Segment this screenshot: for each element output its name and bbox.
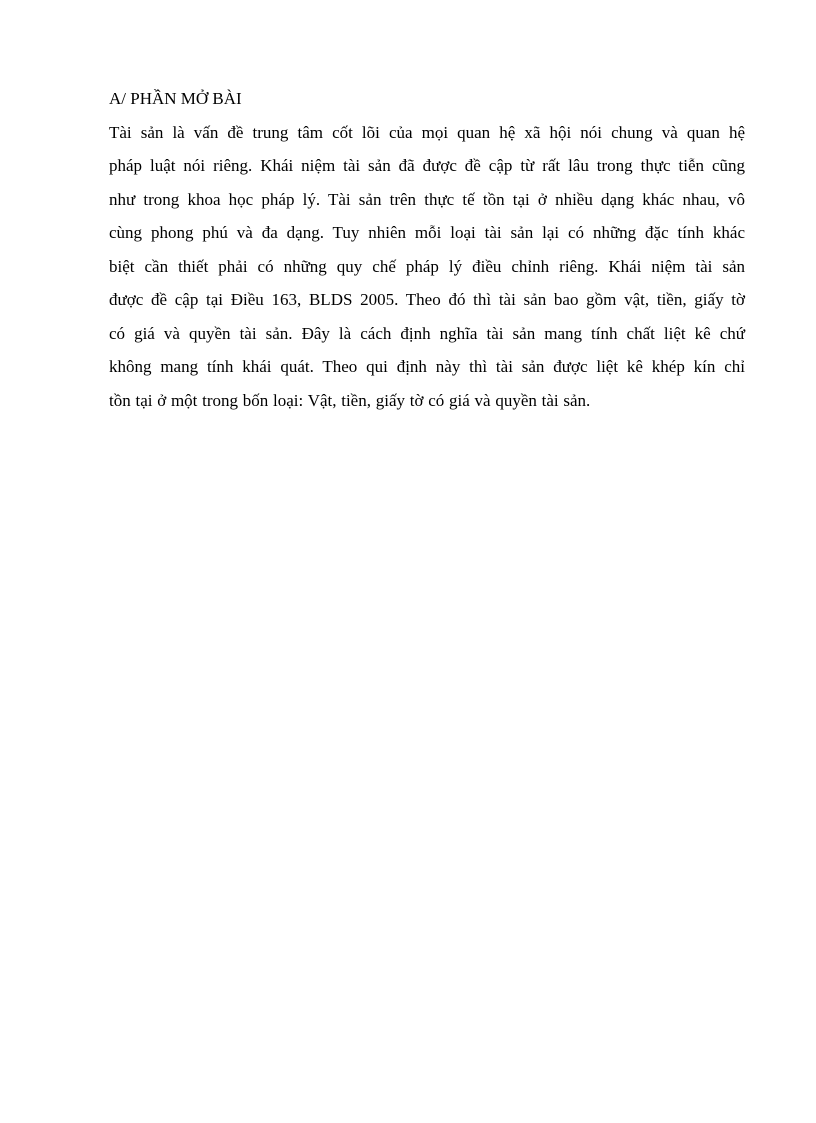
paragraph-line: pháp luật nói riêng. Khái niệm tài sản đã được đề cập từ rất lâu trong thực tiễn cũng bbox=[109, 156, 745, 175]
page-content bbox=[109, 82, 745, 417]
paragraph-line: có giá và quyền tài sản. Đây là cách định nghĩa tài sản mang tính chất liệt kê chứ bbox=[109, 323, 745, 343]
paragraph-line: cùng phong phú và đa dạng. Tuy nhiên mỗi loại tài sản lại có những đặc tính khác bbox=[109, 223, 745, 242]
paragraph-line: không mang tính khái quát. Theo qui định này thì tài sản được liệt kê khép kín chỉ bbox=[109, 357, 745, 376]
section-heading: A/ PHẦN MỞ BÀI bbox=[109, 89, 242, 108]
paragraph-line: được đề cập tại Điều 163, BLDS 2005. Theo đó thì tài sản bao gồm vật, tiền, giấy tờ bbox=[109, 290, 745, 309]
paragraph-line: Tài sản là vấn đề trung tâm cốt lõi của mọi quan hệ xã hội nói chung và quan hệ bbox=[109, 122, 745, 142]
body-paragraph bbox=[109, 116, 745, 418]
paragraph-line: như trong khoa học pháp lý. Tài sản trên thực tế tồn tại ở nhiều dạng khác nhau, vô bbox=[109, 189, 745, 209]
paragraph-line: tồn tại ở một trong bốn loại: Vật, tiền, giấy tờ có giá và quyền tài sản. bbox=[109, 390, 591, 410]
paragraph-line: biệt cần thiết phải có những quy chế pháp lý điều chỉnh riêng. Khái niệm tài sản bbox=[109, 256, 745, 276]
